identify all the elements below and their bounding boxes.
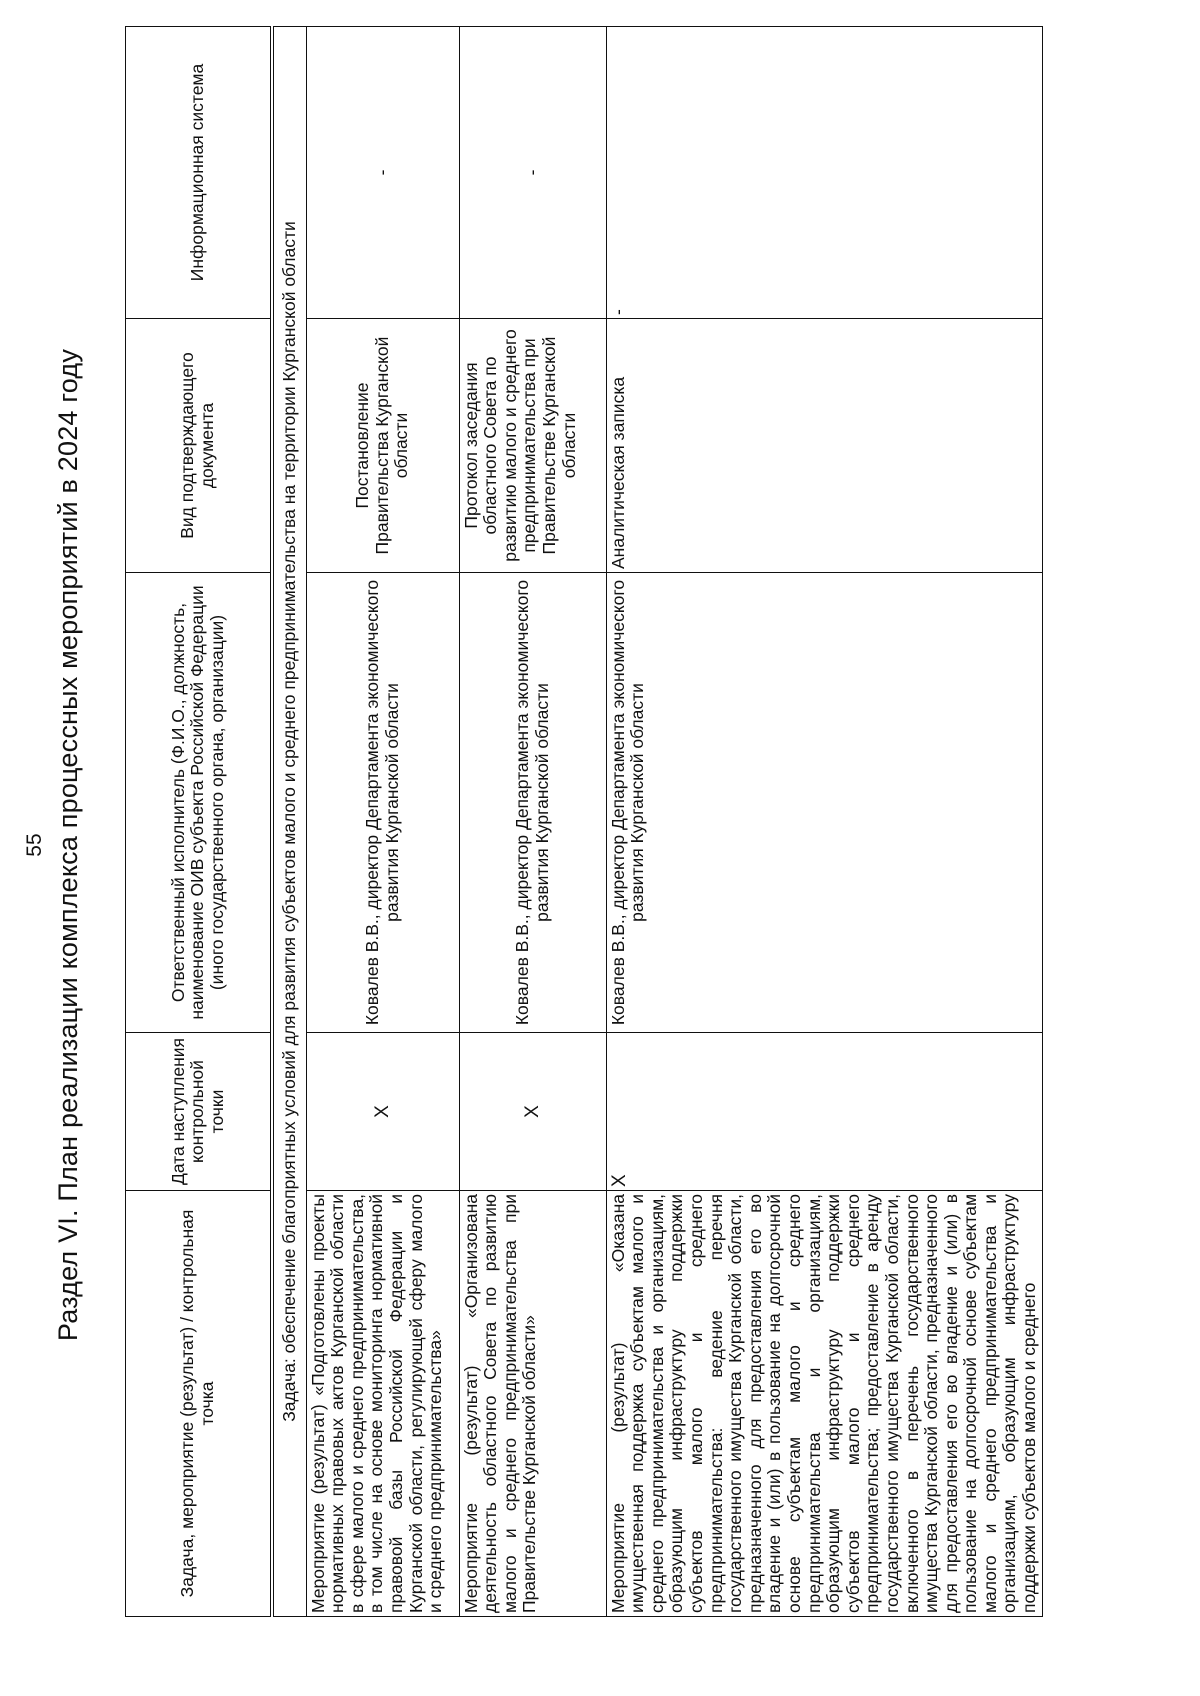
rotated-page [15,15,1195,1675]
table-header-row [126,27,273,1617]
table-row [606,27,1042,1617]
cell-document: Аналитическая записка [606,319,1042,573]
cell-date: X [606,1033,1042,1191]
section-title: Раздел VI. План реализации комплекса процессных мероприятий в 2024 году [53,348,83,1342]
table-row [459,27,606,1617]
header-system: Информационная система [126,27,273,319]
header-document: Вид подтверждающего документа [126,319,273,573]
cell-date: X [459,1033,606,1191]
task-line: Задача: обеспечение благоприятных условий для развития субъектов малого и среднего предпринимательства на территории Курганской области [272,27,306,1617]
cell-system: - [459,27,606,319]
cell-responsible: Ковалев В.В., директор Департамента экономического развития Курганской области [606,573,1042,1033]
table-row [306,27,459,1617]
cell-document: Протокол заседания областного Совета по развитию малого и среднего предпринимательства при Правительстве Курганской области [459,319,606,573]
cell-responsible: Ковалев В.В., директор Департамента экономического развития Курганской области [459,573,606,1033]
cell-document: Постановление Правительства Курганской области [306,319,459,573]
cell-task: Мероприятие (результат) «Организована деятельность областного Совета по развитию малого и среднего предпринимательства при Правительстве Курганской области» [459,1191,606,1617]
cell-system: - [606,27,1042,319]
header-responsible: Ответственный исполнитель (Ф.И.О., должность, наименование ОИВ субъекта Российской Федерации (иного государственного органа, организации) [126,573,273,1033]
task-row [272,27,306,1617]
page-number: 55 [23,833,46,857]
cell-system: - [306,27,459,319]
cell-task: Мероприятие (результат) «Подготовлены проекты нормативных правовых актов Курганской области в сфере малого и среднего предпринимательства, в том числе на основе мониторинга нормативной правовой базы Российской Федерации и Курганской области, регулирующей сферу малого и среднего предпринимательства» [306,1191,459,1617]
plan-table [125,26,1043,1617]
cell-responsible: Ковалев В.В., директор Департамента экономического развития Курганской области [306,573,459,1033]
cell-date: X [306,1033,459,1191]
header-task: Задача, мероприятие (результат) / контрольная точка [126,1191,273,1617]
cell-task: Мероприятие (результат) «Оказана имущественная поддержка субъектам малого и среднего предпринимательства и организациям, образующим инфраструктуру поддержки субъектов малого и среднего предпринимательства: ведение перечня государственного имущества Курганской области, предназначенного для предоставления его во владение и (или) в пользование на долгосрочной основе субъектам малого и среднего предпринимательства и организациям, образующим инфраструктуру поддержки субъектов малого и среднего предпринимательства; предоставление в аренду государственного имущества Курганской области, включенного в перечень государственного имущества Курганской области, предназначенного для предоставления его во владение и (или) в пользование на долгосрочной основе субъектам малого и среднего предпринимательства и организациям, образующим инфраструктуру поддержки субъектов малого и среднего [606,1191,1042,1617]
header-date: Дата наступления контрольной точки [126,1033,273,1191]
